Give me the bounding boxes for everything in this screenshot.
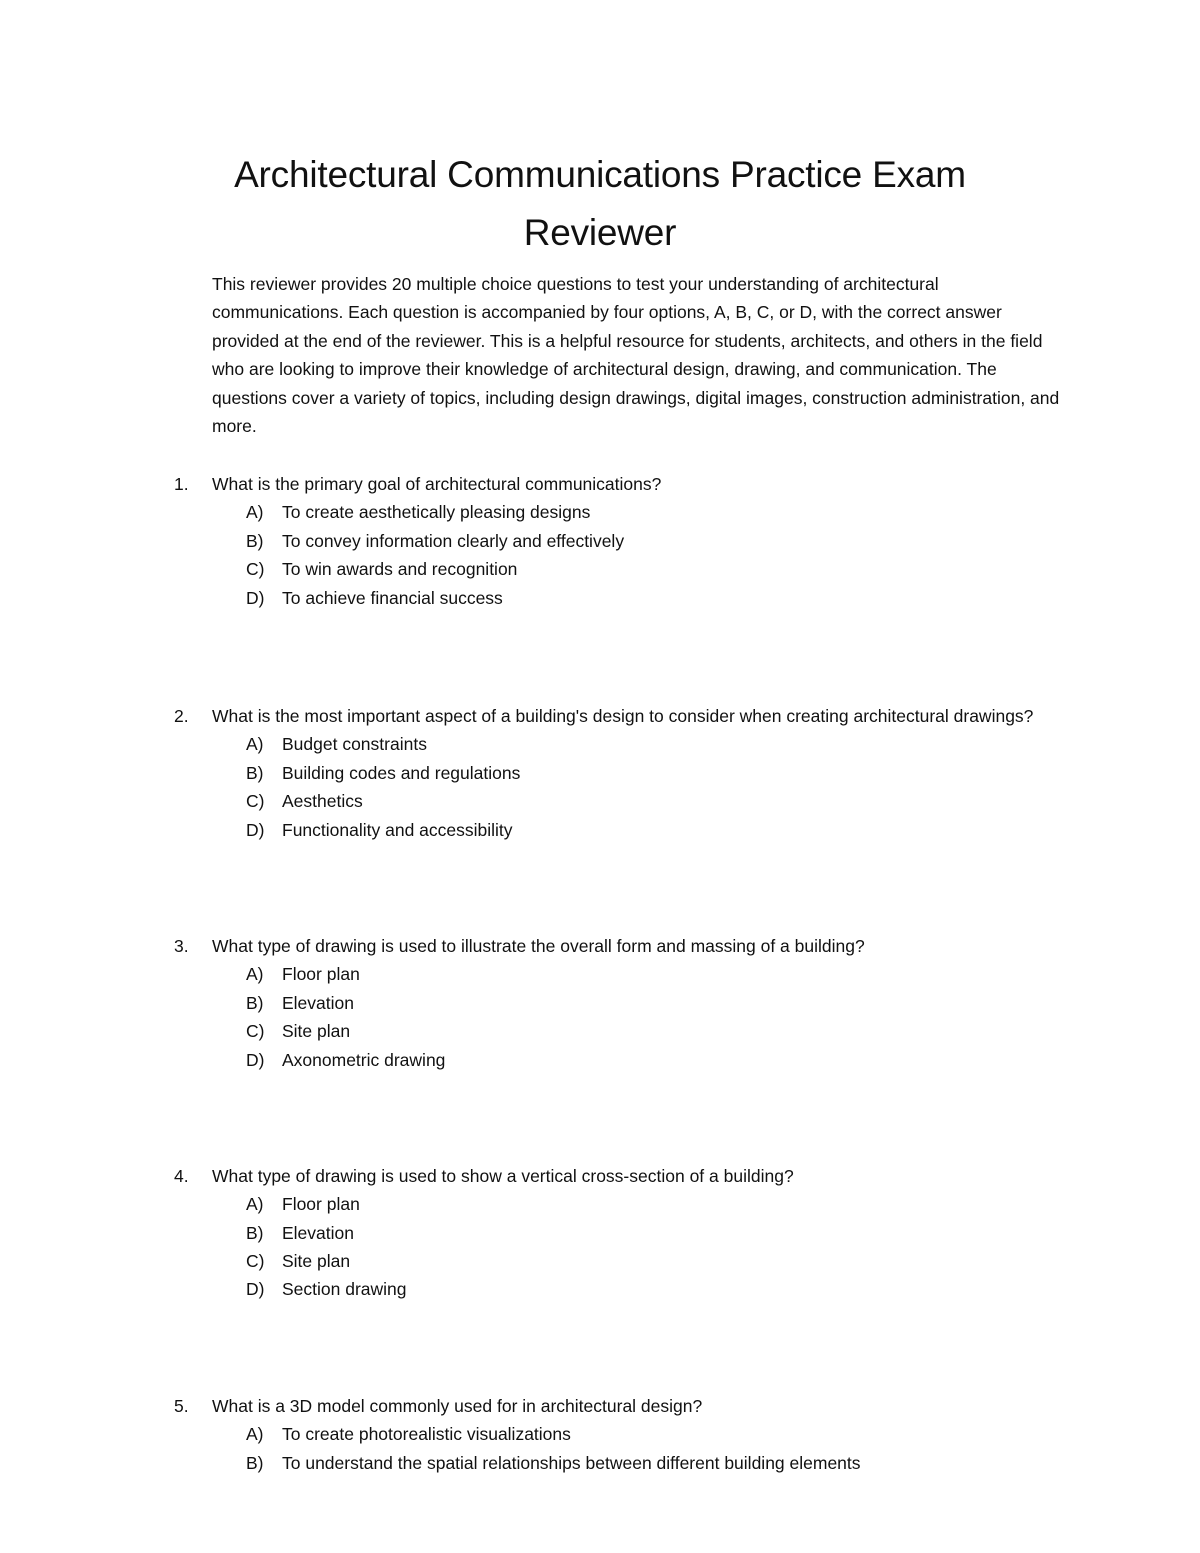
- option-text: Budget constraints: [282, 734, 427, 755]
- question-text: What type of drawing is used to illustrate the overall form and massing of a building?: [212, 935, 865, 956]
- question-list: [0, 470, 1200, 1477]
- option-letter: A): [246, 1424, 264, 1445]
- answer-option: [0, 1420, 1200, 1448]
- title-line-1: Architectural Communications Practice Exam: [234, 154, 966, 195]
- answer-option: [0, 787, 1200, 815]
- option-text: Axonometric drawing: [282, 1049, 446, 1070]
- answer-option: [0, 1190, 1200, 1218]
- answer-option: [0, 730, 1200, 758]
- question-number: 2.: [174, 705, 189, 726]
- question-number: 5.: [174, 1395, 189, 1416]
- option-letter: D): [246, 1049, 265, 1070]
- option-letter: C): [246, 559, 265, 580]
- answer-option: [0, 816, 1200, 844]
- question-number: 1.: [174, 474, 189, 494]
- answer-option: [0, 527, 1200, 555]
- option-text: Building codes and regulations: [282, 762, 521, 783]
- option-letter: D): [246, 1279, 265, 1300]
- option-text: Aesthetics: [282, 791, 363, 812]
- option-text: To create photorealistic visualizations: [282, 1424, 571, 1445]
- option-text: Floor plan: [282, 1194, 360, 1215]
- option-letter: D): [246, 587, 265, 608]
- question-text: What is a 3D model commonly used for in architectural design?: [212, 1395, 703, 1416]
- question-number: 4.: [174, 1165, 189, 1186]
- option-text: Elevation: [282, 1222, 354, 1243]
- answer-option: [0, 960, 1200, 988]
- answer-options: [0, 1420, 1200, 1477]
- option-letter: B): [246, 1452, 264, 1473]
- answer-option: [0, 584, 1200, 612]
- option-letter: D): [246, 819, 265, 840]
- answer-option: [0, 759, 1200, 787]
- answer-options: [0, 730, 1200, 844]
- answer-option: [0, 1449, 1200, 1477]
- answer-options: [0, 1190, 1200, 1304]
- question-number: 3.: [174, 935, 189, 956]
- question-item: [0, 702, 1200, 844]
- question-text: What is the primary goal of architectural communications?: [212, 474, 662, 494]
- answer-option: [0, 498, 1200, 526]
- option-text: Floor plan: [282, 964, 360, 985]
- option-text: Functionality and accessibility: [282, 819, 513, 840]
- question-text: What type of drawing is used to show a vertical cross-section of a building?: [212, 1165, 794, 1186]
- intro-paragraph: This reviewer provides 20 multiple choice questions to test your understanding of architectural communications. Each question is accompanied by four options, A, B, C, or D, with the correct answer provided at the end of the reviewer. This is a helpful resource for students, architects, and others in the field who are looking to improve their knowledge of architectural design, drawing, and communication. The questions cover a variety of topics, including design drawings, digital images, construction administration, and more.: [212, 274, 1060, 437]
- option-letter: C): [246, 1251, 265, 1272]
- question-item: [0, 470, 1200, 612]
- option-letter: A): [246, 964, 264, 985]
- option-text: To win awards and recognition: [282, 559, 518, 580]
- answer-option: [0, 989, 1200, 1017]
- answer-options: [0, 960, 1200, 1074]
- option-letter: B): [246, 530, 264, 551]
- question-item: [0, 932, 1200, 1074]
- option-text: To convey information clearly and effectively: [282, 530, 625, 551]
- option-letter: B): [246, 992, 264, 1013]
- option-letter: B): [246, 1222, 264, 1243]
- answer-options: [0, 498, 1200, 612]
- title-line-2: Reviewer: [523, 212, 677, 253]
- option-text: To achieve financial success: [282, 587, 503, 608]
- option-text: Site plan: [282, 1021, 351, 1042]
- answer-option: [0, 1046, 1200, 1074]
- option-text: Site plan: [282, 1251, 351, 1272]
- option-text: Section drawing: [282, 1279, 407, 1300]
- answer-option: [0, 1017, 1200, 1045]
- answer-option: [0, 1275, 1200, 1303]
- answer-option: [0, 1219, 1200, 1247]
- option-letter: C): [246, 791, 265, 812]
- option-letter: A): [246, 502, 264, 523]
- option-text: To understand the spatial relationships between different building elements: [282, 1452, 861, 1473]
- answer-option: [0, 555, 1200, 583]
- option-text: To create aesthetically pleasing designs: [282, 502, 591, 523]
- option-text: Elevation: [282, 992, 354, 1013]
- answer-option: [0, 1247, 1200, 1275]
- document-title: [150, 146, 1050, 262]
- question-text: What is the most important aspect of a building's design to consider when creating architectural drawings?: [212, 705, 1034, 726]
- option-letter: B): [246, 762, 264, 783]
- question-item: [0, 1392, 1200, 1477]
- option-letter: A): [246, 1194, 264, 1215]
- option-letter: A): [246, 734, 264, 755]
- option-letter: C): [246, 1021, 265, 1042]
- question-item: [0, 1162, 1200, 1304]
